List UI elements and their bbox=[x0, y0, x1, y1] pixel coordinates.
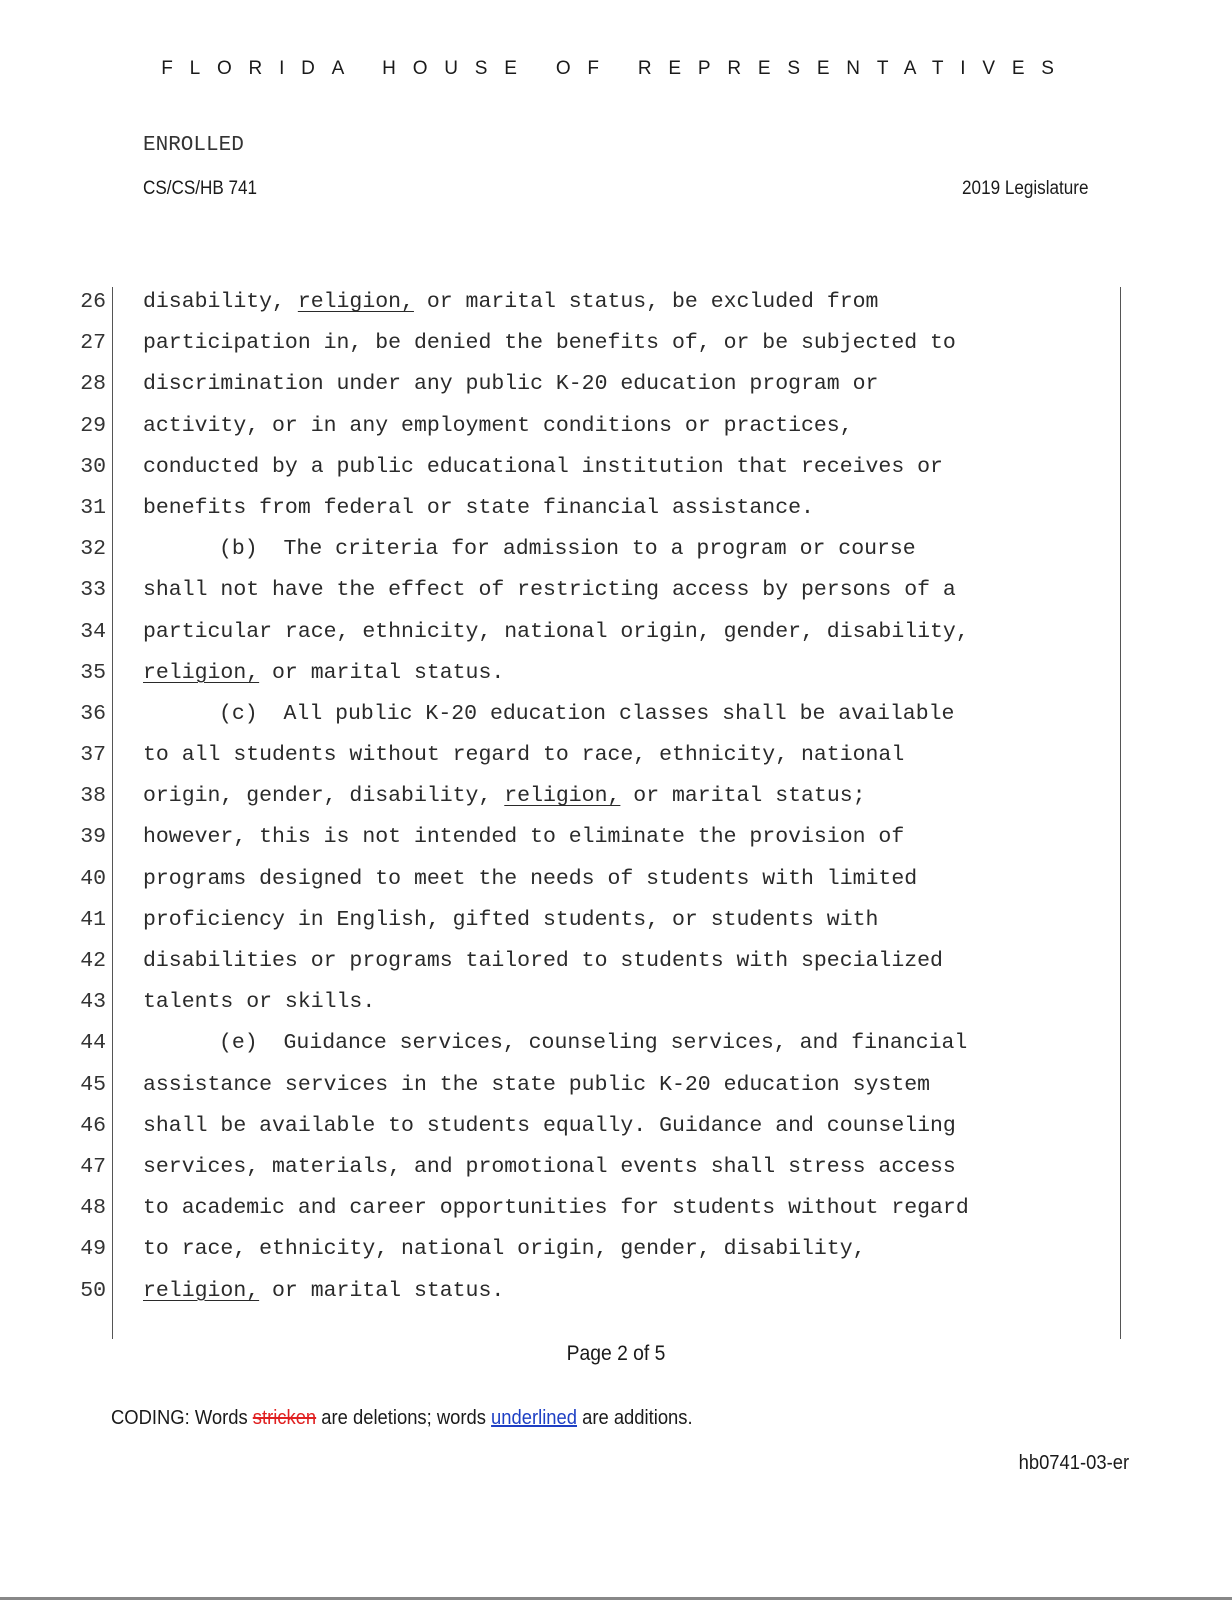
bill-line bbox=[0, 941, 1232, 982]
text-segment: assistance services in the state public K-20 education system bbox=[143, 1072, 931, 1097]
text-segment: or marital status; bbox=[620, 784, 866, 809]
line-text bbox=[143, 1023, 967, 1064]
text-segment: discrimination under any public K-20 education program or bbox=[143, 372, 879, 397]
bill-line bbox=[0, 488, 1232, 529]
line-text bbox=[143, 1065, 930, 1106]
bill-line bbox=[0, 900, 1232, 941]
line-text bbox=[143, 653, 504, 694]
bill-line bbox=[0, 1065, 1232, 1106]
coding-suffix: are additions. bbox=[577, 1407, 693, 1429]
line-text bbox=[143, 612, 969, 653]
line-number: 38 bbox=[80, 784, 106, 809]
text-segment: programs designed to meet the needs of students with limited bbox=[143, 866, 918, 891]
line-number: 33 bbox=[80, 578, 106, 603]
line-number: 36 bbox=[80, 701, 106, 726]
text-segment: to race, ethnicity, national origin, gender, disability, bbox=[143, 1237, 866, 1262]
bill-line bbox=[0, 653, 1232, 694]
line-text bbox=[143, 1229, 866, 1270]
line-number: 47 bbox=[80, 1154, 106, 1179]
line-text bbox=[143, 447, 943, 488]
text-segment: talents or skills. bbox=[143, 990, 376, 1015]
coding-middle: are deletions; words bbox=[316, 1407, 492, 1429]
line-number: 50 bbox=[80, 1278, 106, 1303]
bill-line bbox=[0, 817, 1232, 858]
line-text bbox=[143, 735, 904, 776]
text-segment: benefits from federal or state financial assistance. bbox=[143, 495, 814, 520]
added-text: religion, bbox=[297, 290, 414, 314]
bill-line bbox=[0, 1147, 1232, 1188]
line-number: 37 bbox=[80, 743, 106, 768]
bill-line bbox=[0, 282, 1232, 323]
line-number: 39 bbox=[80, 825, 106, 850]
bill-line bbox=[0, 570, 1232, 611]
text-segment: particular race, ethnicity, national origin, gender, disability, bbox=[143, 619, 969, 644]
line-number: 46 bbox=[80, 1113, 106, 1138]
bill-text-body bbox=[0, 282, 1232, 1312]
line-number: 48 bbox=[80, 1196, 106, 1221]
line-number: 35 bbox=[80, 660, 106, 685]
line-text bbox=[143, 694, 954, 735]
chamber-masthead: FLORIDA HOUSE OF REPRESENTATIVES bbox=[161, 58, 1071, 79]
line-number: 34 bbox=[80, 619, 106, 644]
line-number: 44 bbox=[80, 1031, 106, 1056]
text-segment: activity, or in any employment conditions or practices, bbox=[143, 413, 853, 438]
line-text bbox=[143, 529, 916, 570]
bill-line bbox=[0, 1271, 1232, 1312]
text-segment: disability, bbox=[143, 290, 298, 314]
text-segment: or marital status, be excluded from bbox=[413, 290, 879, 314]
bill-line bbox=[0, 982, 1232, 1023]
line-text bbox=[143, 406, 853, 447]
line-number: 31 bbox=[80, 495, 106, 520]
line-number: 41 bbox=[80, 907, 106, 932]
line-text bbox=[143, 364, 878, 405]
text-segment: (e) Guidance services, counseling services, and financial bbox=[219, 1031, 968, 1056]
document-id: hb0741-03-er bbox=[1018, 1452, 1129, 1474]
coding-legend bbox=[111, 1407, 693, 1430]
bill-line bbox=[0, 1106, 1232, 1147]
bill-line bbox=[0, 612, 1232, 653]
bill-line bbox=[0, 1023, 1232, 1064]
line-number: 29 bbox=[80, 413, 106, 438]
text-segment: to academic and career opportunities for students without regard bbox=[143, 1196, 969, 1221]
line-text bbox=[143, 323, 956, 364]
text-segment: however, this is not intended to eliminate the provision of bbox=[143, 825, 905, 850]
text-segment: to all students without regard to race, ethnicity, national bbox=[143, 743, 905, 768]
legislative-session: 2019 Legislature bbox=[961, 178, 1088, 199]
bill-status: ENROLLED bbox=[143, 134, 244, 157]
text-segment: shall be available to students equally. Guidance and counseling bbox=[143, 1113, 956, 1138]
line-text bbox=[143, 982, 375, 1023]
line-number: 49 bbox=[80, 1237, 106, 1262]
line-text bbox=[143, 1147, 956, 1188]
line-number: 26 bbox=[80, 290, 106, 314]
line-text bbox=[143, 1106, 956, 1147]
line-text bbox=[143, 1271, 504, 1312]
text-segment: (c) All public K-20 education classes shall be available bbox=[219, 701, 955, 726]
line-number: 28 bbox=[80, 372, 106, 397]
added-text: religion, bbox=[143, 1278, 260, 1303]
text-segment: shall not have the effect of restricting access by persons of a bbox=[143, 578, 956, 603]
line-text bbox=[143, 900, 878, 941]
text-segment: origin, gender, disability, bbox=[143, 784, 505, 809]
bill-line bbox=[0, 776, 1232, 817]
text-segment: services, materials, and promotional events shall stress access bbox=[143, 1154, 956, 1179]
line-text bbox=[143, 776, 866, 817]
line-number: 27 bbox=[80, 331, 106, 356]
coding-prefix: CODING: Words bbox=[111, 1407, 253, 1429]
line-text bbox=[143, 941, 943, 982]
text-segment: proficiency in English, gifted students, or students with bbox=[143, 907, 879, 932]
text-segment: disabilities or programs tailored to students with specialized bbox=[143, 949, 943, 973]
bill-line bbox=[0, 694, 1232, 735]
bill-line bbox=[0, 859, 1232, 900]
text-segment: or marital status. bbox=[259, 660, 505, 685]
page-number: Page 2 of 5 bbox=[566, 1342, 666, 1365]
bill-line bbox=[0, 323, 1232, 364]
bill-line bbox=[0, 364, 1232, 405]
bill-line bbox=[0, 1188, 1232, 1229]
bill-line bbox=[0, 447, 1232, 488]
text-segment: or marital status. bbox=[259, 1278, 505, 1303]
line-text bbox=[143, 570, 956, 611]
bill-line bbox=[0, 529, 1232, 570]
line-text bbox=[143, 817, 904, 858]
line-text bbox=[143, 1188, 969, 1229]
line-text bbox=[143, 859, 917, 900]
text-segment: participation in, be denied the benefits of, or be subjected to bbox=[143, 331, 956, 356]
bill-line bbox=[0, 735, 1232, 776]
text-segment: conducted by a public educational institution that receives or bbox=[143, 454, 943, 479]
line-number: 42 bbox=[80, 949, 106, 973]
text-segment: (b) The criteria for admission to a program or course bbox=[219, 537, 916, 562]
bill-number: CS/CS/HB 741 bbox=[143, 178, 258, 199]
line-text bbox=[143, 282, 878, 323]
bill-line bbox=[0, 1229, 1232, 1270]
coding-stricken-sample: stricken bbox=[252, 1407, 317, 1429]
added-text: religion, bbox=[504, 784, 621, 809]
line-number: 43 bbox=[80, 990, 106, 1015]
line-number: 40 bbox=[80, 866, 106, 891]
line-number: 45 bbox=[80, 1072, 106, 1097]
line-text bbox=[143, 488, 814, 529]
coding-underlined-sample: underlined bbox=[491, 1407, 578, 1429]
added-text: religion, bbox=[143, 660, 260, 685]
bill-line bbox=[0, 406, 1232, 447]
line-number: 30 bbox=[80, 454, 106, 479]
line-number: 32 bbox=[80, 537, 106, 562]
